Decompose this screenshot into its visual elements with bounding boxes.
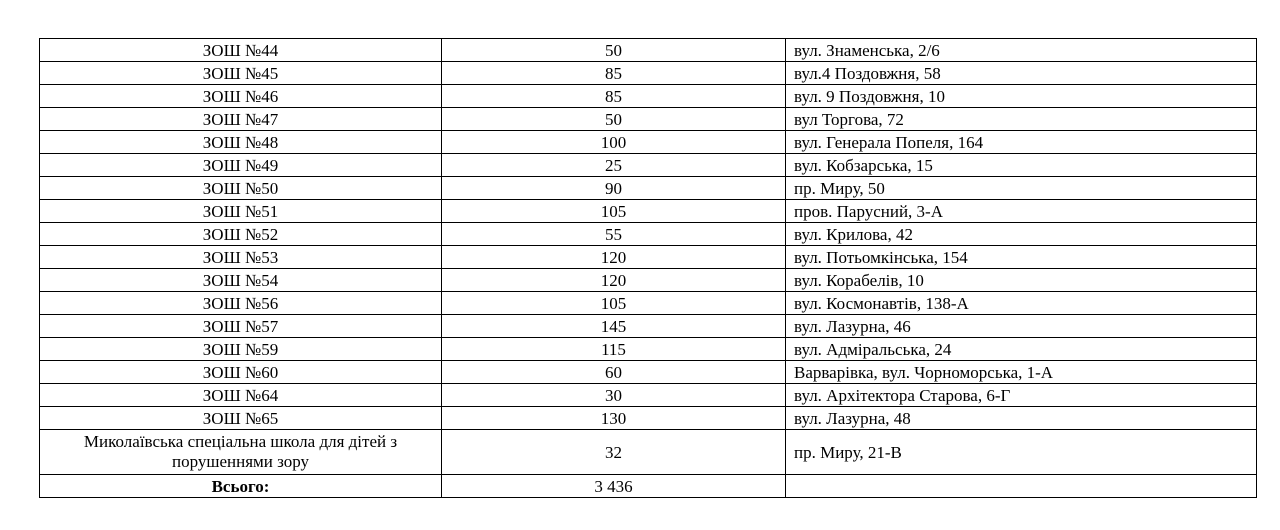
table-row: [40, 384, 1257, 407]
count-cell: 120: [442, 269, 786, 292]
table-row: [40, 85, 1257, 108]
address-cell: вул.4 Поздовжня, 58: [786, 62, 1257, 85]
count-cell: 130: [442, 407, 786, 430]
count-cell: 145: [442, 315, 786, 338]
count-cell: 50: [442, 108, 786, 131]
school-name-cell: ЗОШ №65: [40, 407, 442, 430]
table-row: [40, 177, 1257, 200]
school-name-cell: ЗОШ №56: [40, 292, 442, 315]
schools-table: [39, 38, 1257, 498]
school-name-cell: ЗОШ №59: [40, 338, 442, 361]
count-cell: 105: [442, 292, 786, 315]
school-name-cell: ЗОШ №49: [40, 154, 442, 177]
count-cell: 30: [442, 384, 786, 407]
school-name-cell: ЗОШ №53: [40, 246, 442, 269]
school-name-cell: ЗОШ №52: [40, 223, 442, 246]
table-row: [40, 407, 1257, 430]
table-row: [40, 62, 1257, 85]
school-name-cell: ЗОШ №46: [40, 85, 442, 108]
school-name-cell: ЗОШ №51: [40, 200, 442, 223]
school-name-cell: ЗОШ №48: [40, 131, 442, 154]
address-cell: вул. Архітектора Старова, 6-Г: [786, 384, 1257, 407]
table-row: [40, 292, 1257, 315]
address-cell: пров. Парусний, 3-А: [786, 200, 1257, 223]
total-label: Всього:: [40, 475, 442, 498]
count-cell: 50: [442, 39, 786, 62]
address-cell: вул. Кобзарська, 15: [786, 154, 1257, 177]
total-count: 3 436: [442, 475, 786, 498]
count-cell: 85: [442, 62, 786, 85]
address-cell: вул. Космонавтів, 138-А: [786, 292, 1257, 315]
school-name-cell: Миколаївська спеціальна школа для дітей з порушеннями зору: [40, 430, 442, 475]
count-cell: 90: [442, 177, 786, 200]
table-row: [40, 430, 1257, 475]
address-cell: вул. Потьомкінська, 154: [786, 246, 1257, 269]
count-cell: 85: [442, 85, 786, 108]
address-cell: вул. Лазурна, 46: [786, 315, 1257, 338]
count-cell: 32: [442, 430, 786, 475]
address-cell: вул. Адміральська, 24: [786, 338, 1257, 361]
count-cell: 60: [442, 361, 786, 384]
count-cell: 100: [442, 131, 786, 154]
count-cell: 55: [442, 223, 786, 246]
table-row: [40, 315, 1257, 338]
address-cell: вул. Лазурна, 48: [786, 407, 1257, 430]
address-cell: вул. Генерала Попеля, 164: [786, 131, 1257, 154]
table-row: [40, 154, 1257, 177]
count-cell: 120: [442, 246, 786, 269]
table-row: [40, 269, 1257, 292]
school-name-cell: ЗОШ №60: [40, 361, 442, 384]
count-cell: 105: [442, 200, 786, 223]
address-cell: вул. Крилова, 42: [786, 223, 1257, 246]
school-name-cell: ЗОШ №45: [40, 62, 442, 85]
school-name-cell: ЗОШ №57: [40, 315, 442, 338]
table-row: [40, 361, 1257, 384]
address-cell: пр. Миру, 50: [786, 177, 1257, 200]
address-cell: вул Торгова, 72: [786, 108, 1257, 131]
address-cell: вул. 9 Поздовжня, 10: [786, 85, 1257, 108]
address-cell: вул. Знаменська, 2/6: [786, 39, 1257, 62]
school-name-cell: ЗОШ №50: [40, 177, 442, 200]
table-row: [40, 108, 1257, 131]
school-name-cell: ЗОШ №44: [40, 39, 442, 62]
table-row: [40, 246, 1257, 269]
school-name-cell: ЗОШ №64: [40, 384, 442, 407]
count-cell: 25: [442, 154, 786, 177]
address-cell: вул. Корабелів, 10: [786, 269, 1257, 292]
address-cell: пр. Миру, 21-В: [786, 430, 1257, 475]
table-row: [40, 223, 1257, 246]
address-cell: Варварівка, вул. Чорноморська, 1-А: [786, 361, 1257, 384]
total-address-cell: [786, 475, 1257, 498]
count-cell: 115: [442, 338, 786, 361]
table-row: [40, 338, 1257, 361]
table-row: [40, 131, 1257, 154]
table-row: [40, 200, 1257, 223]
school-name-cell: ЗОШ №47: [40, 108, 442, 131]
total-row: [40, 475, 1257, 498]
table-row: [40, 39, 1257, 62]
school-name-cell: ЗОШ №54: [40, 269, 442, 292]
